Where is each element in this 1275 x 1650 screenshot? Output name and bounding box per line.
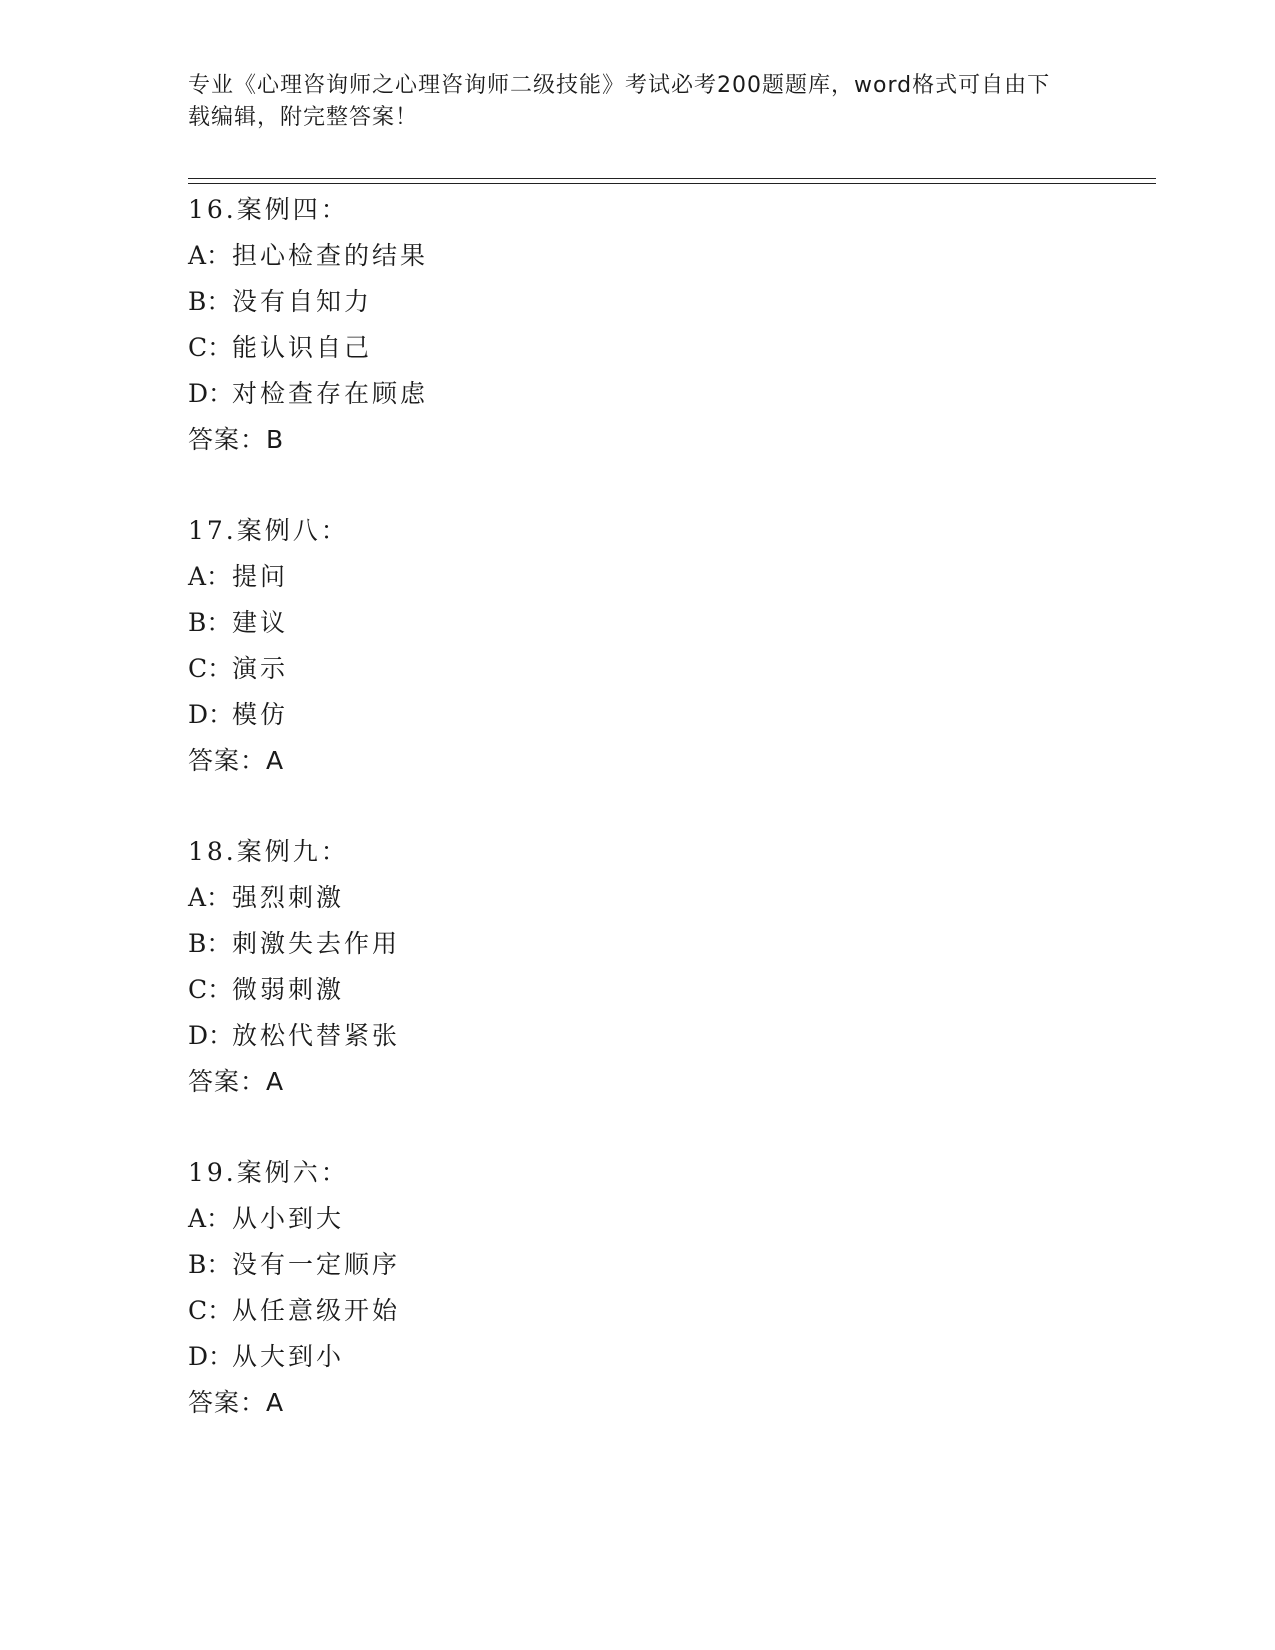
option-c xyxy=(188,325,1156,371)
option-text: 模仿 xyxy=(232,700,289,729)
option-key: C： xyxy=(188,975,233,1004)
option-text: 没有自知力 xyxy=(232,287,373,316)
option-text: 能认识自己 xyxy=(232,333,373,362)
option-key: A： xyxy=(188,1204,232,1233)
option-a xyxy=(188,554,1156,600)
option-b xyxy=(188,1242,1156,1288)
question-title: 17.案例八： xyxy=(188,516,349,545)
option-text: 没有一定顺序 xyxy=(232,1250,401,1279)
option-key: A： xyxy=(188,883,232,912)
option-text: 对检查存在顾虑 xyxy=(232,379,429,408)
option-key: D： xyxy=(188,1021,234,1050)
option-a xyxy=(188,1196,1156,1242)
option-text: 强烈刺激 xyxy=(232,883,345,912)
option-key: C： xyxy=(188,654,233,683)
option-text: 建议 xyxy=(232,608,289,637)
document-intro: 专业《心理咨询师之心理咨询师二级技能》考试必考200题题库，word格式可自由下载编辑，附完整答案！ xyxy=(188,73,1051,130)
option-text: 演示 xyxy=(232,654,289,683)
option-c xyxy=(188,967,1156,1013)
option-d xyxy=(188,371,1156,417)
option-d xyxy=(188,1334,1156,1380)
option-b xyxy=(188,921,1156,967)
option-a xyxy=(188,233,1156,279)
header-divider-top xyxy=(188,178,1156,179)
option-text: 放松代替紧张 xyxy=(232,1021,401,1050)
question-title: 18.案例九： xyxy=(188,837,349,866)
option-a xyxy=(188,875,1156,921)
option-text: 刺激失去作用 xyxy=(232,929,401,958)
option-key: A： xyxy=(188,241,232,270)
option-key: D： xyxy=(188,379,234,408)
question-title: 19.案例六： xyxy=(188,1158,349,1187)
option-text: 担心检查的结果 xyxy=(232,241,429,270)
question-title: 16.案例四： xyxy=(188,195,349,224)
option-key: D： xyxy=(188,1342,234,1371)
option-c xyxy=(188,1288,1156,1334)
answer-line: 答案：A xyxy=(188,1067,285,1096)
question-19 xyxy=(188,1150,1156,1426)
option-key: B： xyxy=(188,287,232,316)
option-text: 从小到大 xyxy=(232,1204,345,1233)
option-text: 微弱刺激 xyxy=(232,975,345,1004)
question-list xyxy=(188,187,1156,1426)
option-text: 从大到小 xyxy=(232,1342,345,1371)
option-d xyxy=(188,1013,1156,1059)
option-key: A： xyxy=(188,562,232,591)
answer-line: 答案：A xyxy=(188,1388,285,1417)
option-key: B： xyxy=(188,929,232,958)
option-b xyxy=(188,600,1156,646)
option-b xyxy=(188,279,1156,325)
question-16 xyxy=(188,187,1156,463)
option-text: 从任意级开始 xyxy=(232,1296,401,1325)
option-key: D： xyxy=(188,700,234,729)
option-text: 提问 xyxy=(232,562,289,591)
answer-line: 答案：A xyxy=(188,746,285,775)
option-key: C： xyxy=(188,1296,233,1325)
option-d xyxy=(188,692,1156,738)
answer-line: 答案：B xyxy=(188,425,285,454)
option-key: B： xyxy=(188,608,232,637)
header-divider-bottom xyxy=(188,183,1156,184)
option-c xyxy=(188,646,1156,692)
question-17 xyxy=(188,508,1156,784)
question-18 xyxy=(188,829,1156,1105)
option-key: B： xyxy=(188,1250,232,1279)
option-key: C： xyxy=(188,333,233,362)
